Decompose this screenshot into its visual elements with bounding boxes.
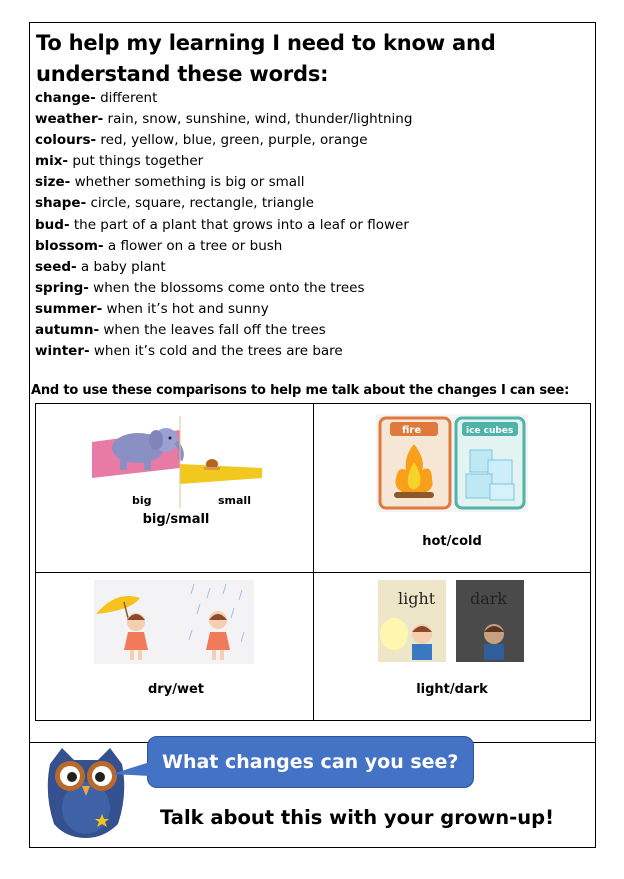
vocab-term: change- — [35, 90, 96, 106]
vocab-row — [35, 193, 595, 214]
grid-divider — [313, 404, 314, 720]
image-caption-ice-cubes: ice cubes — [466, 426, 514, 436]
image-caption-dark: dark — [470, 589, 508, 608]
comparison-label-dry-wet: dry/wet — [148, 682, 204, 697]
page-heading: To help my learning I need to know and understand these words: — [36, 31, 496, 86]
vocab-term: winter- — [35, 343, 90, 360]
vocab-term: shape- — [35, 195, 87, 212]
vocab-row — [35, 88, 595, 109]
vocab-term: bud- — [35, 216, 70, 233]
vocab-row — [35, 299, 595, 320]
vocab-definition: red, yellow, blue, green, purple, orange — [100, 132, 368, 149]
comparison-label-light-dark: light/dark — [416, 682, 488, 697]
comparison-grid — [35, 403, 591, 721]
vocab-row — [35, 130, 595, 151]
talk-prompt: Talk about this with your grown-up! — [160, 806, 554, 829]
vocab-term: seed- — [35, 258, 77, 275]
grid-divider — [36, 572, 590, 573]
vocab-row — [35, 278, 595, 299]
vocab-row — [35, 320, 595, 341]
vocab-definition: when it’s cold and the trees are bare — [93, 343, 343, 360]
vocab-row — [35, 109, 595, 130]
dry-wet-children-illustration — [94, 580, 254, 664]
vocab-row — [35, 151, 595, 172]
vocab-definition: when it’s hot and sunny — [106, 300, 269, 317]
vocabulary-list — [35, 88, 595, 362]
vocab-definition: circle, square, rectangle, triangle — [90, 195, 314, 212]
vocab-definition: the part of a plant that grows into a leaf or flower — [73, 216, 409, 233]
vocab-definition: a flower on a tree or bush — [107, 237, 283, 254]
vocab-term: blossom- — [35, 237, 104, 254]
vocab-term: colours- — [35, 132, 97, 149]
vocab-definition: when the blossoms come onto the trees — [93, 279, 365, 296]
vocab-term: mix- — [35, 153, 69, 170]
vocab-term: autumn- — [35, 322, 100, 339]
vocab-definition: rain, snow, sunshine, wind, thunder/lightning — [107, 111, 413, 128]
light-dark-illustration — [378, 580, 524, 662]
comparisons-intro: And to use these comparisons to help me talk about the changes I can see: — [31, 383, 570, 398]
speech-bubble-tail — [112, 760, 152, 780]
vocab-definition: different — [100, 90, 158, 106]
image-caption-fire: fire — [402, 425, 422, 436]
comparison-label-hot-cold: hot/cold — [422, 534, 482, 549]
vocab-row — [35, 236, 595, 257]
vocab-definition: whether something is big or small — [74, 174, 305, 191]
fire-ice-cubes-illustration — [376, 414, 528, 512]
vocab-row — [35, 341, 595, 362]
speech-bubble: What changes can you see? — [147, 736, 474, 788]
vocab-definition: put things together — [72, 153, 204, 170]
owl-icon — [44, 744, 128, 840]
image-caption-light: light — [398, 589, 436, 608]
vocab-row — [35, 215, 595, 236]
elephant-snail-illustration — [92, 416, 267, 508]
vocab-row — [35, 257, 595, 278]
vocab-term: weather- — [35, 111, 104, 128]
comparison-label-big-small: big/small — [142, 512, 210, 527]
vocab-definition: when the leaves fall off the trees — [103, 322, 326, 339]
vocab-definition: a baby plant — [80, 258, 166, 275]
image-caption-big: big — [132, 494, 152, 507]
vocab-term: size- — [35, 174, 71, 191]
image-caption-small: small — [218, 494, 251, 507]
vocab-row — [35, 172, 595, 193]
vocab-term: spring- — [35, 279, 89, 296]
vocab-term: summer- — [35, 300, 103, 317]
